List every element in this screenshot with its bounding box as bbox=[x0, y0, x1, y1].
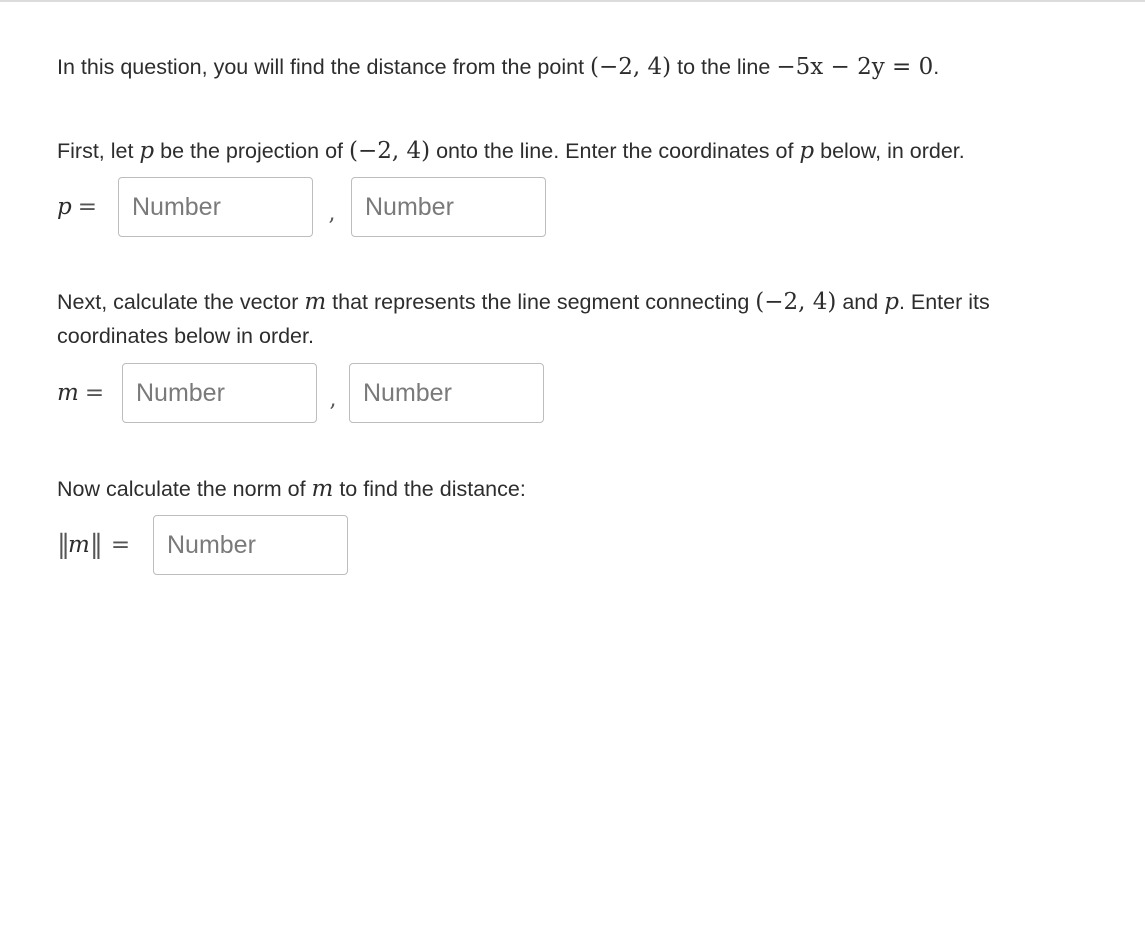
top-divider bbox=[0, 0, 1145, 2]
vector-var-m: m bbox=[304, 289, 327, 315]
intro-text-a: In this question, you will find the distance from the point bbox=[57, 55, 591, 79]
norm-label bbox=[57, 530, 153, 560]
norm-input[interactable] bbox=[153, 515, 348, 575]
vector-var-p: p bbox=[884, 289, 899, 315]
vector-text-a: Next, calculate the vector bbox=[57, 290, 305, 314]
projection-comma: , bbox=[328, 200, 336, 226]
projection-label-var: p bbox=[57, 194, 72, 220]
projection-var-p: p bbox=[139, 138, 155, 164]
norm-bars-left: ‖ bbox=[57, 530, 68, 560]
norm-bars-right: ‖ bbox=[89, 530, 101, 560]
projection-paragraph bbox=[57, 134, 965, 168]
projection-point: (−2, 4) bbox=[348, 138, 431, 164]
vector-x-input[interactable] bbox=[122, 363, 317, 423]
norm-text-a: Now calculate the norm of bbox=[57, 477, 312, 501]
norm-equals: = bbox=[110, 532, 131, 558]
norm-text-b: to find the distance: bbox=[333, 477, 526, 501]
vector-equals: = bbox=[84, 380, 105, 406]
projection-text-b: be the projection of bbox=[154, 139, 349, 163]
vector-label-var: m bbox=[57, 380, 79, 406]
projection-x-input[interactable] bbox=[118, 177, 313, 237]
vector-input-row bbox=[57, 363, 544, 423]
projection-var-p2: p bbox=[799, 138, 815, 164]
projection-input-row bbox=[57, 177, 546, 237]
norm-input-row bbox=[57, 515, 348, 575]
vector-y-input[interactable] bbox=[349, 363, 544, 423]
vector-paragraph bbox=[57, 285, 1117, 353]
intro-text-b: to the line bbox=[671, 55, 777, 79]
vector-label bbox=[57, 380, 122, 406]
intro-point: (−2, 4) bbox=[590, 54, 672, 80]
projection-equals: = bbox=[77, 194, 98, 220]
vector-comma: , bbox=[329, 386, 337, 412]
norm-var-m: m bbox=[311, 476, 334, 502]
projection-text-c: onto the line. Enter the coordinates of bbox=[430, 139, 800, 163]
projection-text-a: First, let bbox=[57, 139, 140, 163]
norm-label-var: m bbox=[68, 532, 90, 558]
intro-text-c: . bbox=[933, 55, 940, 79]
intro-line-equation: −5x − 2y = 0 bbox=[776, 54, 934, 80]
vector-text-c: and bbox=[836, 290, 885, 314]
norm-paragraph bbox=[57, 472, 526, 506]
vector-text-b: that represents the line segment connecting bbox=[326, 290, 756, 314]
projection-text-d: below, in order. bbox=[814, 139, 965, 163]
projection-label bbox=[57, 194, 118, 220]
vector-line2: coordinates below in order. bbox=[57, 324, 314, 348]
vector-point: (−2, 4) bbox=[755, 289, 837, 315]
projection-y-input[interactable] bbox=[351, 177, 546, 237]
intro-paragraph bbox=[57, 50, 939, 84]
vector-text-d: . Enter its bbox=[898, 290, 990, 314]
